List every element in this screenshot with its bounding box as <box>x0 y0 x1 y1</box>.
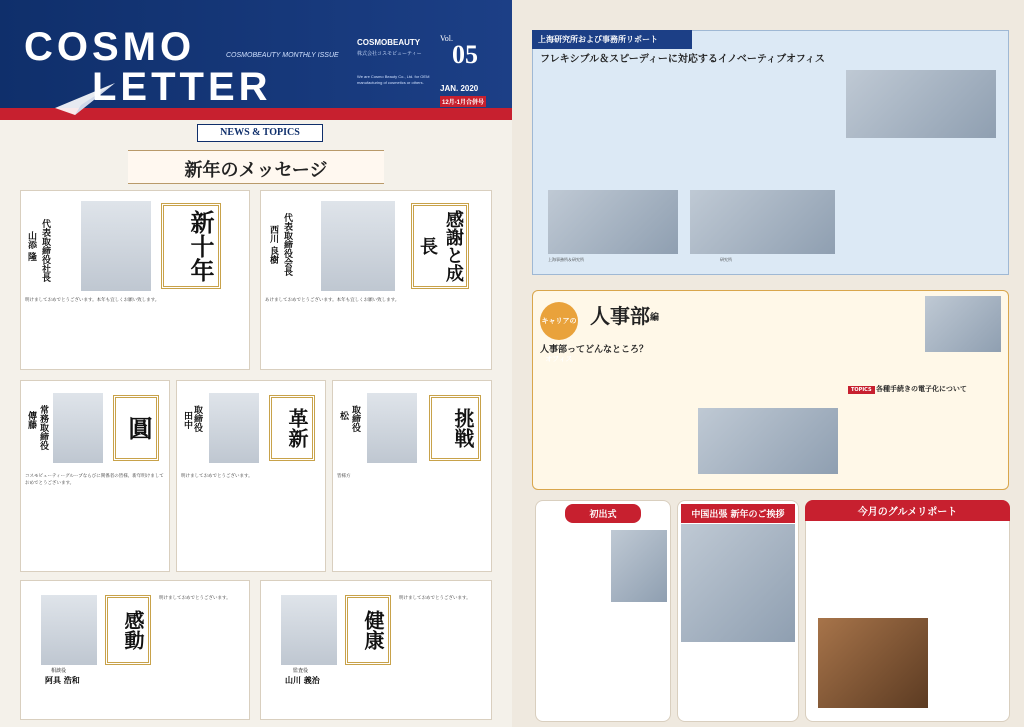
leader-role: 取締役 <box>350 405 360 432</box>
leader-name: 山川 義治 <box>285 675 320 685</box>
leader-photo <box>321 201 395 291</box>
issue-date: JAN. 2020 <box>440 84 479 93</box>
hr-photo-seminar <box>698 408 838 474</box>
masthead <box>0 0 512 120</box>
leader-name: 西川 良樹 <box>268 225 278 265</box>
leader-name: 松 <box>338 411 348 420</box>
leader-kanji: 感謝と成長 <box>411 203 469 289</box>
leader-name: 田中 <box>182 411 192 429</box>
leader-role: 代表取締役社長 <box>40 219 50 282</box>
report-caption-1: 上海事務所＆研究所 <box>548 257 584 262</box>
leader-message: 明けましておめでとうございます。本年も宜しくお願い致します。 <box>25 298 160 303</box>
leader-photo <box>41 595 97 665</box>
leader-message: 明けましておめでとうございます。 <box>181 474 253 479</box>
leader-photo <box>367 393 417 463</box>
brand-sub: 株式会社コスモビューティー <box>357 51 422 57</box>
leader-message: 明けましておめでとうございます。 <box>159 596 231 601</box>
hr-photo-books <box>925 296 1001 352</box>
leader-card-2 <box>260 190 492 370</box>
leader-name: 阿具 浩和 <box>45 675 80 685</box>
leader-photo <box>81 201 151 291</box>
leader-role: 常務取締役 <box>38 405 48 450</box>
gourmet-title: 今月のグルメリポート <box>805 500 1010 521</box>
leader-name: 傳藤 <box>26 411 36 429</box>
news-topics-label: NEWS & TOPICS <box>197 124 323 142</box>
topics-label: TOPICS <box>848 386 875 394</box>
hr-title: 人事部 <box>590 304 650 328</box>
leader-photo <box>281 595 337 665</box>
brand-name: COSMOBEAUTY <box>357 38 421 47</box>
leader-photo <box>209 393 259 463</box>
hr-question: 人事部ってどんなところ？ <box>540 345 649 355</box>
first-shipment-title: 初出式 <box>565 504 641 523</box>
report-photo-panda <box>846 70 996 138</box>
leader-card-6 <box>20 580 250 720</box>
leader-role: 監査役 <box>293 668 309 674</box>
ribbon-title: 新年のメッセージ <box>184 160 328 181</box>
leader-photo <box>53 393 103 463</box>
leader-name: 山添 隆 <box>26 231 36 262</box>
leader-role: 取締役 <box>192 405 202 432</box>
leader-kanji: 新十年 <box>161 203 221 289</box>
first-shipment-photo <box>611 530 667 602</box>
masthead-tagline: COSMOBEAUTY MONTHLY ISSUE <box>226 52 339 59</box>
leader-message: あけましておめでとうございます。本年も宜しくお願い致します。 <box>265 298 400 303</box>
china-title: 中国出張 新年のご挨拶 <box>681 504 795 523</box>
leader-card-7 <box>260 580 492 720</box>
leader-kanji: 挑戦 <box>429 395 481 461</box>
masthead-title-1: COSMO <box>24 25 196 69</box>
report-section-bar: 上海研究所および事務所リポート <box>532 30 692 49</box>
hr-badge: キャリアのオフィス <box>540 302 578 340</box>
issue-date-sub: 12月-1月合併号 <box>440 96 486 107</box>
masthead-title-2: LETTER <box>92 65 272 109</box>
leader-kanji: 感動 <box>105 595 151 665</box>
china-photo <box>681 524 795 642</box>
leader-message: 明けましておめでとうございます。 <box>399 596 471 601</box>
topics-title: 各種手続きの電子化について <box>876 385 967 393</box>
report-caption-2: 研究所 <box>720 257 732 262</box>
leader-card-5 <box>332 380 492 572</box>
leader-role: 代表取締役会長 <box>282 213 292 276</box>
volume-number: 05 <box>452 40 478 69</box>
leader-message: コスモビューティーグループならびに関係者の皆様、新年明けましておめでとうございます。 <box>25 474 164 486</box>
leader-card-3 <box>20 380 170 572</box>
volume-label: Vol. <box>440 34 453 43</box>
leader-kanji: 圓 <box>113 395 159 461</box>
report-photo-building <box>548 190 678 254</box>
report-photo-lab <box>690 190 835 254</box>
leader-role: 相談役 <box>51 668 67 674</box>
gourmet-photo <box>818 618 928 708</box>
report-headline: フレキシブル＆スピーディーに対応するイノベーティブオフィス <box>540 54 825 65</box>
leader-card-1 <box>20 190 250 370</box>
leader-kanji: 健康 <box>345 595 391 665</box>
leader-kanji: 革新 <box>269 395 315 461</box>
leader-message: 皆様方 <box>337 474 351 479</box>
hr-title-suffix: 編 <box>650 313 660 323</box>
leader-card-4 <box>176 380 326 572</box>
brand-text: We are Cosmo Beauty Co., Ltd. for OEM manufacturing of cosmetics or others. <box>357 74 430 85</box>
